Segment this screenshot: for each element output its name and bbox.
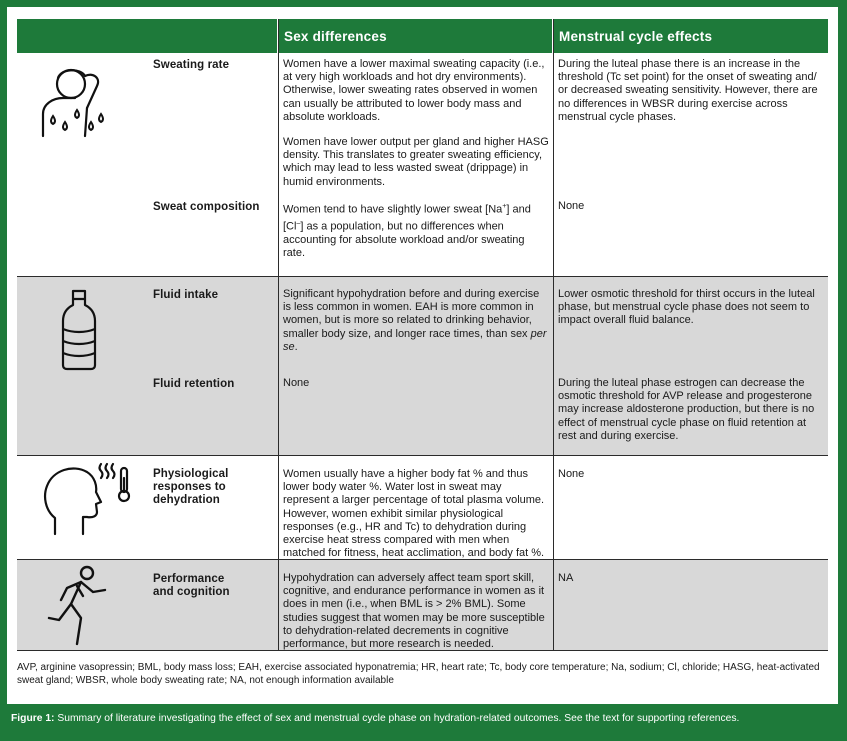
label-sweat-composition: Sweat composition (153, 201, 260, 213)
sodium-charge: + (502, 203, 507, 210)
sweat-composition-text-a: Women tend to have slightly lower sweat [Na (283, 203, 503, 216)
sex-fluid-intake (283, 288, 549, 354)
label-physiological-responses (153, 468, 228, 507)
sweat-composition-text-b: ] and [Cl (283, 203, 531, 233)
label-perf-line2: and cognition (153, 586, 230, 598)
cycle-sweat-composition: None (558, 200, 585, 212)
header-menstrual-label: Menstrual cycle effects (559, 28, 713, 44)
cycle-sweating-rate: During the luteal phase there is an increase in the threshold (Tc set point) for the onset of sweating and/ or decreased sweating sensitivity. However, there are no differences in WBSR during exercise across menstrual cycle phases. (558, 58, 818, 123)
section-performance (17, 560, 828, 650)
divider-horizontal-3 (17, 559, 828, 560)
sex-physiological: Women usually have a higher body fat % and thus lower body water %. Water lost in sweat may represent a larger percentage of total plasma volume. However, women exhibit similar physiological responses (e.g., HR and Tc) to dehydration during exercise heat stress compared with men when matched for fitness, heat acclimation, and body fat %. (283, 468, 545, 560)
divider-vertical-1 (278, 19, 279, 651)
cycle-physiological: None (558, 468, 585, 480)
fluid-intake-end: . (294, 340, 298, 353)
label-sweating-rate: Sweating rate (153, 59, 230, 71)
caption-label: Figure 1: (11, 713, 55, 724)
sex-sweating-rate-p1: Women have a lower maximal sweating capacity (i.e., at very high workloads and hot dry environments). Otherwise, lower sweating rates observed in women can usually be attributed to lower body mass and absolute workloads. (283, 58, 545, 123)
running-person-icon (47, 564, 111, 648)
divider-vertical-2 (553, 19, 554, 651)
label-fluid-intake: Fluid intake (153, 289, 219, 301)
section-sweating (17, 54, 828, 276)
label-physio-line3: dehydration (153, 494, 220, 506)
sweat-composition-text-c: ] as a population, but no differences when accounting for absolute workload and/or sweating rate. (283, 220, 525, 259)
sex-sweating-rate-p2: Women have lower output per gland and higher HASG density. This translates to greater sweating efficiency, which may lead to less wasted sweat (drippage) in humid environments. (283, 136, 549, 188)
label-perf-line1: Performance (153, 573, 225, 585)
divider-horizontal-4 (17, 650, 828, 651)
header-menstrual-cycle-effects (553, 19, 828, 53)
sex-fluid-retention: None (283, 377, 310, 389)
header-blank (17, 19, 277, 53)
divider-horizontal-2 (17, 455, 828, 456)
divider-horizontal-1 (17, 276, 828, 277)
label-physio-line2: responses to (153, 481, 226, 493)
sweating-person-icon (31, 64, 121, 142)
label-performance-cognition (153, 573, 230, 599)
cycle-performance: NA (558, 572, 574, 584)
fluid-intake-text: Significant hypohydration before and during exercise is less common in women. EAH is more common in women, but is more so related to drinking behavior, smaller body size, and longer race times, than sex (283, 288, 540, 340)
water-bottle-icon (59, 289, 99, 371)
head-thermometer-icon (41, 460, 133, 536)
sex-performance: Hypohydration can adversely affect team sport skill, cognitive, and endurance performance in women as it does in men (i.e., when BML is > 2% BML). Some studies suggest that women may be more susceptible to dehydration-related decrements in cognitive performance, but more research is needed. (283, 572, 545, 651)
caption-text: Summary of literature investigating the effect of sex and menstrual cycle phase on hydration-related outcomes. See the text for supporting references. (54, 713, 740, 724)
header-sex-differences-label: Sex differences (284, 28, 387, 44)
cycle-fluid-intake: Lower osmotic threshold for thirst occurs in the luteal phase, but menstrual cycle phase does not seem to impact overall fluid balance. (558, 288, 815, 327)
cycle-fluid-retention: During the luteal phase estrogen can decrease the osmotic threshold for AVP release and progesterone may increase aldosterone production, but there is no effect of menstrual cycle phase on fluid retention at rest and during exercise. (558, 377, 815, 442)
section-fluid (17, 277, 828, 455)
fluid-intake-italic: per se (283, 327, 547, 353)
sex-sweat-composition (283, 200, 549, 260)
header-sex-differences (278, 19, 552, 53)
abbreviations-footnote: AVP, arginine vasopressin; BML, body mass loss; EAH, exercise associated hyponatremia; HR, heart rate; Tc, body core temperature; Na, sodium; Cl, chloride; HASG, heat-activated sweat gland; WBSR, whole body sweating rate; NA, not enough information available (17, 662, 820, 686)
figure-panel (7, 7, 838, 704)
chloride-charge: – (296, 219, 301, 227)
figure-caption (11, 712, 837, 726)
label-physio-line1: Physiological (153, 468, 229, 480)
section-physiological (17, 456, 828, 559)
label-fluid-retention: Fluid retention (153, 378, 235, 390)
